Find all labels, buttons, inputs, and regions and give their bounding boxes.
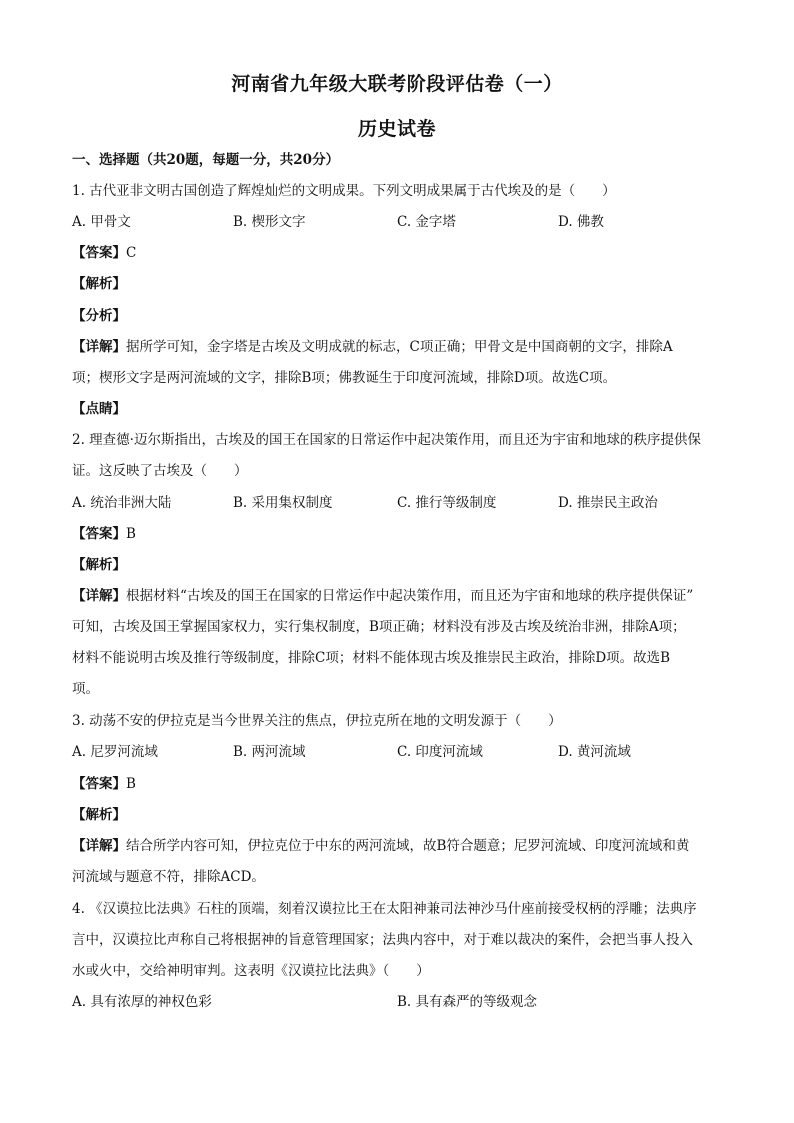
question-1-analysis-label: 【解析】 [72,276,126,292]
answer-label: 【答案】 [72,776,126,792]
question-3-detail-line-2: 河流域与题意不符，排除ACD。 [72,869,265,885]
answer-label: 【答案】 [72,245,126,261]
question-2-detail-line-3: 材料不能说明古埃及推行等级制度，排除C项；材料不能体现古埃及推崇民主政治，排除D项。故选B [72,650,671,666]
page-subtitle: 历史试卷 [357,118,436,140]
detail-label: 【详解】 [72,588,126,604]
answer-value: C [126,245,137,261]
question-3-stem: 3. 动荡不安的伊拉克是当今世界关注的焦点，伊拉克所在地的文明发源于（ ） [72,713,562,729]
question-3-option-c: C. 印度河流域 [397,744,483,760]
question-2-detail-line-4: 项。 [72,681,99,697]
question-2-option-c: C. 推行等级制度 [397,495,497,511]
answer-label: 【答案】 [72,526,126,542]
question-2-option-d: D. 推崇民主政治 [558,495,658,511]
question-4-stem-line-2: 言中，汉谟拉比声称自己将根据神的旨意管理国家；法典内容中，对于难以裁决的案件，会把当事人投入 [72,932,693,948]
question-1-detail-line-2: 项；楔形文字是两河流域的文字，排除B项；佛教诞生于印度河流域，排除D项。故选C项。 [72,370,617,386]
question-1-option-b: B. 楔形文字 [233,214,306,230]
question-1-option-a: A. 甲骨文 [72,214,131,230]
question-1-option-d: D. 佛教 [558,214,604,230]
section-heading: 一、选择题（共20题，每题一分，共20分） [72,152,340,168]
question-2-detail-line-1 [72,586,732,606]
answer-value: B [126,776,136,792]
question-2-stem-line-1: 2. 理查德·迈尔斯指出，古埃及的国王在国家的日常运作中起决策作用，而且还为宇宙和地球的秩序提供保 [72,432,701,448]
question-1-answer [72,243,732,263]
question-3-option-b: B. 两河流域 [233,744,306,760]
question-1-dianjing-label: 【点睛】 [72,401,126,417]
question-2-detail-line-2: 可知，古埃及国王掌握国家权力，实行集权制度，B项正确；材料没有涉及古埃及统治非洲，排除A项； [72,619,686,635]
question-4-option-b: B. 具有森严的等级观念 [397,994,538,1010]
detail-text: 据所学可知，金字塔是古埃及文明成就的标志，C项正确；甲骨文是中国商朝的文字，排除A [126,339,673,355]
question-1-option-c: C. 金字塔 [397,214,456,230]
question-3-analysis-label: 【解析】 [72,807,126,823]
detail-label: 【详解】 [72,339,126,355]
question-2-answer [72,524,732,544]
question-3-answer [72,774,732,794]
question-2-stem-line-2: 证。这反映了古埃及（ ） [72,463,248,479]
question-1-stem: 1. 古代亚非文明古国创造了辉煌灿烂的文明成果。下列文明成果属于古代埃及的是（ ） [72,183,616,199]
question-2-analysis-label: 【解析】 [72,557,126,573]
question-3-option-a: A. 尼罗河流域 [72,744,158,760]
question-4-stem-line-1: 4. 《汉谟拉比法典》石柱的顶端，刻着汉谟拉比王在太阳神兼司法神沙马什座前接受权柄的浮雕；法典序 [72,901,697,917]
question-2-option-a: A. 统治非洲大陆 [72,495,172,511]
detail-label: 【详解】 [72,838,126,854]
question-3-option-d: D. 黄河流域 [558,744,631,760]
question-3-detail-line-1 [72,836,732,856]
detail-text: 结合所学内容可知，伊拉克位于中东的两河流域，故B符合题意；尼罗河流域、印度河流域和黄 [126,838,690,854]
question-4-option-a: A. 具有浓厚的神权色彩 [72,994,212,1010]
answer-value: B [126,526,136,542]
question-1-detail-line-1 [72,337,732,357]
detail-text: 根据材料“古埃及的国王在国家的日常运作中起决策作用，而且还为宇宙和地球的秩序提供保证” [126,588,694,604]
page-title: 河南省九年级大联考阶段评估卷（一） [231,73,563,95]
question-2-option-b: B. 采用集权制度 [233,495,333,511]
question-4-stem-line-3: 水或火中，交给神明审判。这表明《汉谟拉比法典》（ ） [72,963,430,979]
question-1-fenxi-label: 【分析】 [72,308,126,324]
